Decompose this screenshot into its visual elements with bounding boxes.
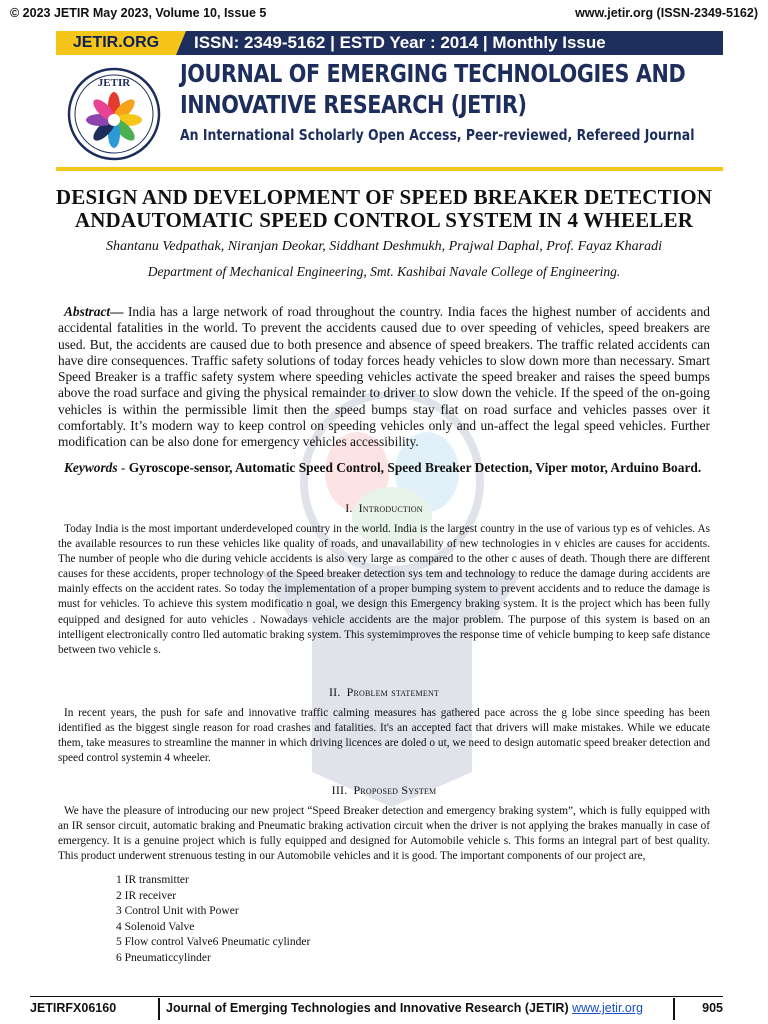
section-heading-problem-statement	[0, 685, 768, 700]
journal-subtitle: An International Scholarly Open Access, Peer-reviewed, Refereed Journal	[180, 126, 695, 144]
paper-title	[40, 186, 728, 232]
logo-text: JETIR	[97, 77, 131, 89]
keywords	[58, 460, 710, 476]
brand-label: JETIR.ORG	[56, 31, 176, 55]
paper-title-line1: DESIGN AND DEVELOPMENT OF SPEED BREAKER DETECTION	[55, 185, 713, 209]
keywords-separator: -	[117, 460, 129, 475]
list-item: 6 Pneumaticcylinder	[116, 951, 211, 964]
section-title: Problem statement	[346, 685, 440, 699]
footer-divider	[30, 996, 723, 997]
section-number: I.	[345, 501, 353, 515]
footer-journal-name: Journal of Emerging Technologies and Innovative Research (JETIR)	[166, 1001, 573, 1015]
introduction-paragraph: Today India is the most important underdeveloped country in the world. India is the largest country in the use of various typ es of vehicles. As the available resources to run these vehicles like quality of roads, and unavailability of new technologies in v ehicles are causes for accidents. The number of people who die during vehicle accidents is also very large as compared to the other c auses of death. Though there are different causes for these accidents, proper technology of the Speed breaker detection sys tem and technology to reduce the damage during accidents are mainly effects on the accident rates. So today the implementation of a proper bumping system to prevent accidents and to reduce the damage is must for vehicles. To achieve this system modificatio n goal, we design this Emergency braking system. It is the project which has been fully equipped and designed for auto vehicles . Nowadays vehicle accidents are the major problem. The purpose of this system is based on an intelligent electronically contro lled automatic braking system. This systemimproves the response time of vehicle bumping to keep safe distance between two vehicle s.	[58, 523, 710, 656]
list-item: 5 Flow control Valve6 Pneumatic cylinder	[116, 936, 311, 948]
running-header	[10, 6, 758, 22]
list-item: 2 IR receiver	[116, 889, 177, 902]
authors: Shantanu Vedpathak, Niranjan Deokar, Siddhant Deshmukh, Prajwal Daphal, Prof. Fayaz Kharadi	[106, 239, 662, 254]
list-item: 1 IR transmitter	[116, 874, 189, 886]
footer-separator	[158, 998, 160, 1020]
footer-journal	[166, 1001, 643, 1015]
section-heading-proposed-system	[0, 783, 768, 798]
page-number: 905	[702, 1001, 723, 1015]
abstract-text: India has a large network of road throughout the country. India faces the highest number of accidents and accidental fatalities in the world. To prevent the accidents caused due to over speeding of vehicles, speed breakers are used. But, the accidents are caused due to both presence and absence of speed breakers. The traffic related accidents can have dire consequences. Traffic safety solutions of today forces heady vehicles to slow down more than necessary. Smart Speed Breaker is a traffic safety system where speeding vehicles activate the speed breaker and raises the speed bumps above the road surface and giving the physical remainder to driver to slow down the vehicle. If the speed of the on-going vehicles is within the permissible limit then the speed bumps stay flat on road surface and vehicles passes over it comfortably. It’s modern way to keep control on speeding vehicles only and un-affect the legal speed vehicles. Further modification can be also done for emergency vehicles accessibility.	[58, 304, 710, 450]
list-item: 4 Solenoid Valve	[116, 920, 195, 933]
affiliation: Department of Mechanical Engineering, Smt. Kashibai Navale College of Engineering.	[147, 264, 621, 279]
section-title: Introduction	[358, 501, 423, 515]
issue-info: © 2023 JETIR May 2023, Volume 10, Issue 5	[10, 6, 267, 20]
site-issn: www.jetir.org (ISSN-2349-5162)	[575, 6, 758, 20]
journal-name	[180, 58, 686, 120]
components-list	[116, 873, 310, 966]
section-number: II.	[328, 685, 341, 699]
list-item: 3 Control Unit with Power	[116, 905, 239, 917]
section-title: Proposed System	[353, 783, 437, 797]
abstract-label: Abstract—	[64, 304, 124, 319]
page-footer	[30, 998, 723, 1020]
journal-name-line2: INNOVATIVE RESEARCH (JETIR)	[180, 90, 527, 119]
section-number: III.	[331, 783, 348, 797]
paper-id: JETIRFX06160	[30, 1001, 117, 1015]
problem-statement-paragraph: In recent years, the push for safe and innovative traffic calming measures has gathered pace across the g lobe since speeding has been identified as the biggest single reason for road crashes and fatalities. It's an accepted fact that drivers will make mistakes. While we educate them, take measures to streamline the manner in which driving licences are doled o ut, we need to design automatic speed breaker detection and speed control systemin 4 wheeler.	[58, 707, 710, 765]
section-heading-introduction	[0, 501, 768, 516]
keywords-text: Gyroscope-sensor, Automatic Speed Control, Speed Breaker Detection, Viper motor, Arduino Board.	[128, 460, 702, 475]
jetir-logo	[66, 66, 162, 162]
journal-banner	[56, 31, 723, 55]
proposed-system-paragraph: We have the pleasure of introducing our new project “Speed Breaker detection and emergency braking system”, which is fully equipped with an IR sensor circuit, automatic braking and Pneumatic braking activation circuit when the driver is not applying the brakes manually in case of emergency. It is a genuine project which is fully equipped and designed for Automobile vehicle s. This forms an integral part of best quality. This product underwent strenuous testing in our Automobile vehicles and it is good. The important components of our project are,	[58, 805, 710, 863]
abstract	[58, 304, 710, 451]
footer-link[interactable]: www.jetir.org	[572, 1001, 643, 1015]
header-divider	[56, 167, 723, 171]
keywords-label: Keywords	[64, 460, 118, 475]
journal-name-line1: JOURNAL OF EMERGING TECHNOLOGIES AND	[180, 59, 686, 88]
footer-separator	[673, 998, 675, 1020]
issn-banner-text: ISSN: 2349-5162 | ESTD Year : 2014 | Monthly Issue	[194, 33, 606, 52]
paper-title-line2: ANDAUTOMATIC SPEED CONTROL SYSTEM IN 4 WHEELER	[74, 208, 694, 232]
